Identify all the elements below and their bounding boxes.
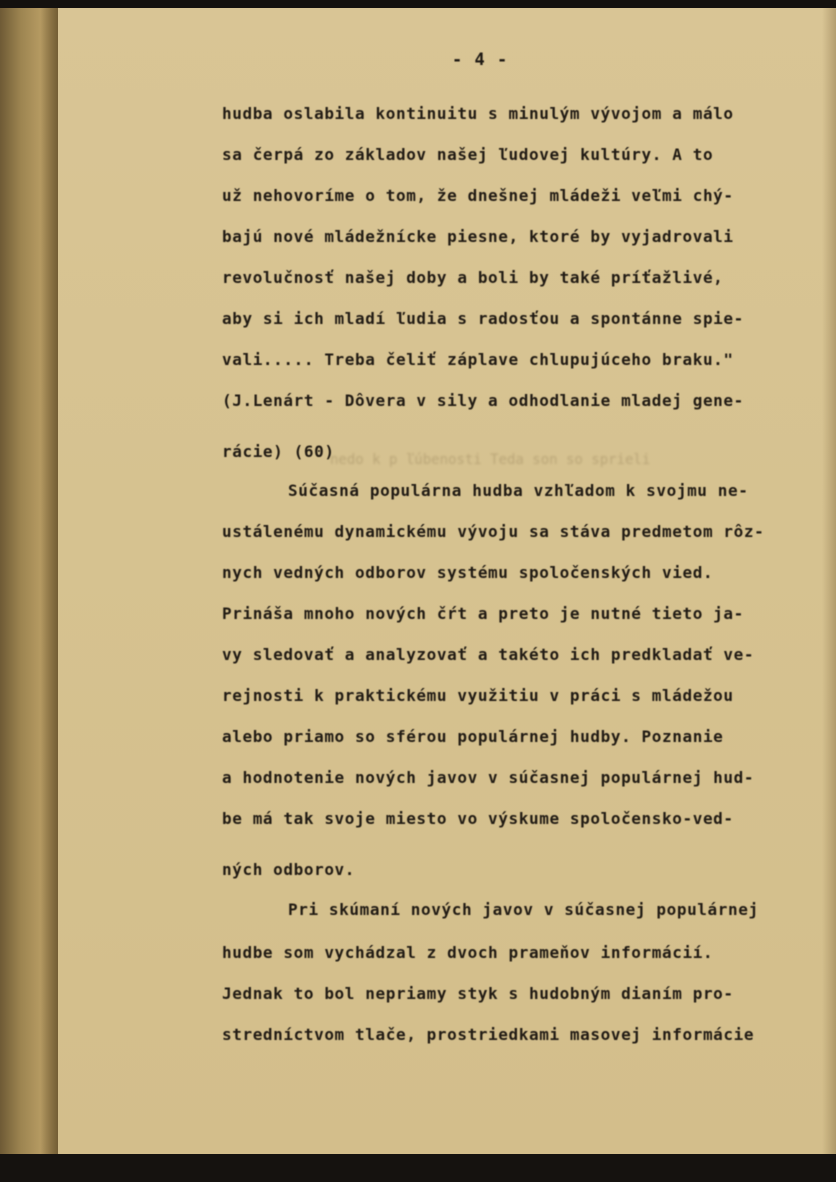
text-line: rejnosti k praktickému využitiu v práci s mládežou	[222, 686, 734, 705]
text-line: alebo priamo so sférou populárnej hudby. Poznanie	[222, 727, 724, 746]
text-line: stredníctvom tlače, prostriedkami masovej informácie	[222, 1025, 755, 1044]
text-line: nych vedných odborov systému spoločenských vied.	[222, 563, 714, 582]
text-line: Prináša mnoho nových čŕt a preto je nutné tieto ja-	[222, 604, 744, 623]
text-line: revolučnosť našej doby a boli by také príťažlivé,	[222, 268, 724, 287]
text-line: vy sledovať a analyzovať a takéto ich predkladať ve-	[222, 645, 755, 664]
text-line: Pri skúmaní nových javov v súčasnej populárnej	[288, 900, 759, 919]
page-number: - 4 -	[452, 50, 509, 70]
text-line: sa čerpá zo základov našej ľudovej kultúry. A to	[222, 145, 714, 164]
text-line: Súčasná populárna hudba vzhľadom k svojmu ne-	[288, 481, 749, 500]
text-line: Jednak to bol nepriamy styk s hudobným dianím pro-	[222, 984, 734, 1003]
scan-bottom-edge	[0, 1154, 836, 1182]
text-line: be má tak svoje miesto vo výskume spoločensko-ved-	[222, 809, 734, 828]
text-line: a hodnotenie nových javov v súčasnej populárnej hud-	[222, 768, 755, 787]
text-line: bajú nové mládežnícke piesne, ktoré by vyjadrovali	[222, 227, 734, 246]
text-line: (J.Lenárt - Dôvera v sily a odhodlanie mladej gene-	[222, 391, 744, 410]
text-line: vali..... Treba čeliť záplave chlupujúceho braku."	[222, 350, 734, 369]
text-line: hudbe som vychádzal z dvoch prameňov informácií.	[222, 943, 714, 962]
text-line: už nehovoríme o tom, že dnešnej mládeži veľmi chý-	[222, 186, 734, 205]
text-line: hudba oslabila kontinuitu s minulým vývojom a málo	[222, 104, 734, 123]
text-line: aby si ich mladí ľudia s radosťou a spontánne spie-	[222, 309, 744, 328]
scan-top-edge	[0, 0, 836, 8]
binding-shadow	[40, 8, 60, 1154]
text-line: ných odborov.	[222, 860, 356, 879]
text-line: ustálenému dynamickému vývoju sa stáva predmetom rôz-	[222, 522, 765, 541]
bleed-through-text: nedo k p ľúbenosti Teda son so sprieli	[330, 452, 651, 468]
text-line: rácie) (60)	[222, 442, 335, 461]
